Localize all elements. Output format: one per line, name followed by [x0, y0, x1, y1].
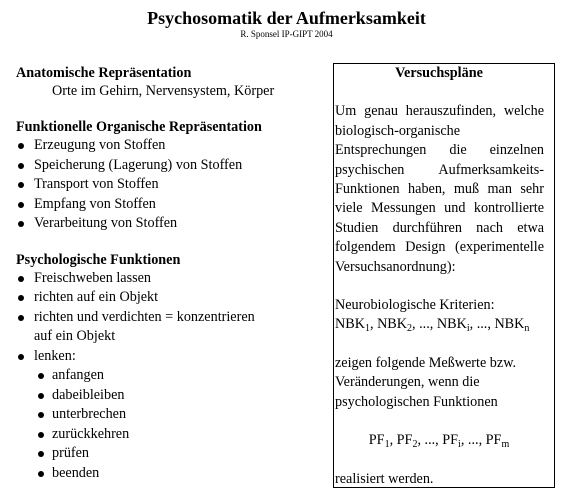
- section-heading-functional: Funktionelle Organische Repräsentation: [16, 119, 262, 135]
- list-item: lenken:: [16, 347, 326, 367]
- sublist-item: dabeibleiben: [16, 386, 326, 406]
- sublist-item: prüfen: [16, 444, 326, 464]
- steering-sublist: [16, 366, 326, 483]
- section-heading-anatomy: Anatomische Repräsentation: [16, 65, 192, 81]
- final-text: realisiert werden.: [335, 470, 434, 487]
- list-item: Empfang von Stoffen: [16, 195, 326, 215]
- list-item-continuation: auf ein Objekt: [34, 328, 116, 344]
- list-item: richten auf ein Objekt: [16, 288, 326, 308]
- measure-text: zeigen folgende Meßwerte bzw. Veränderungen, wenn die psychologischen Funktionen: [335, 354, 517, 410]
- left-column: [16, 64, 326, 483]
- nbk-formula: $NBK_1$, $NBK_2$, ..., $NBK_i$, ..., $NBK_n$: [335, 316, 530, 335]
- sublist-item: zurückkehren: [16, 425, 326, 445]
- psychological-list: [16, 269, 326, 367]
- list-item: Verarbeitung von Stoffen: [16, 214, 326, 234]
- author-credit: R. Sponsel IP-GIPT 2004: [240, 29, 333, 39]
- list-item: Erzeugung von Stoffen: [16, 136, 326, 156]
- page-title: Psychosomatik der Aufmerksamkeit: [147, 8, 426, 28]
- pf-formula: $PF_1$, $PF_2$, ..., $PF_i$, ..., $PF_m$: [368, 432, 510, 451]
- list-item: Speicherung (Lagerung) von Stoffen: [16, 156, 326, 176]
- sublist-item: anfangen: [16, 366, 326, 386]
- section-heading-psychological: Psychologische Funktionen: [16, 251, 181, 268]
- sublist-item: unterbrechen: [16, 405, 326, 425]
- criteria-label: Neurobiologische Kriterien:: [335, 297, 495, 314]
- list-item: richten und verdichten = konzentrieren: [16, 308, 326, 328]
- experiment-design-box: [333, 63, 555, 488]
- box-title: Versuchspläne: [395, 65, 483, 81]
- list-item: Transport von Stoffen: [16, 175, 326, 195]
- anatomy-text: Orte im Gehirn, Nervensystem, Körper: [52, 83, 275, 99]
- box-paragraph: Um genau herauszufinden, welche biologisch-organische Entsprechungen die einzelnen psychischen Aufmerksamkeits-Funktionen haben, muß man sehr viele Messungen und kontrollierte Studien durchführen nach etwa folgendem Design (experimentelle Versuchsanordnung):: [335, 103, 544, 275]
- functional-list: [16, 136, 326, 234]
- list-item: Freischweben lassen: [16, 269, 326, 289]
- sublist-item: beenden: [16, 464, 326, 484]
